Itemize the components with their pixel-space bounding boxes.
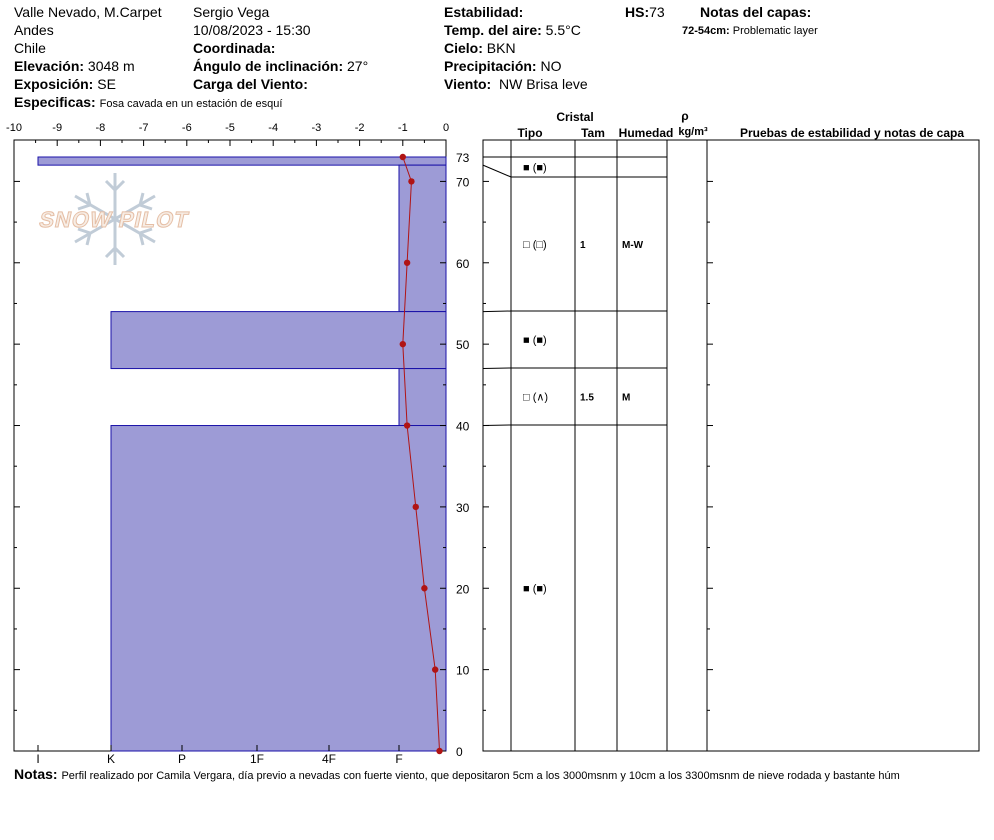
crystal-header: Cristal	[556, 110, 594, 124]
temp-tick-label: -5	[225, 122, 235, 134]
hardness-tick-label: 1F	[249, 752, 265, 766]
country: Chile	[14, 40, 46, 56]
layer-connector	[483, 165, 511, 177]
hs-label: HS:	[625, 4, 650, 20]
temp-tick-label: -9	[52, 122, 63, 134]
wind-load-label: Carga del Viento:	[193, 76, 308, 92]
layer-crystal-type: ■ (■)	[523, 162, 547, 174]
air-temp-value: 5.5°C	[545, 22, 581, 38]
table-frame	[483, 140, 979, 751]
notes-label: Notas:	[14, 766, 58, 782]
aspect-value: SE	[97, 76, 116, 92]
layer-connector	[483, 311, 511, 312]
notes-text: Perfil realizado por Camila Vergara, día previo a nevadas con fuerte viento, que depositaron 5cm a los 3000msnm y 10cm a los 3300msnm de nieve rodada y bastante húm	[61, 770, 900, 782]
layer-moisture: M-W	[622, 240, 644, 251]
layer-crystal-type: □ (□)	[523, 239, 547, 251]
tests-header: Pruebas de estabilidad y notas de capa	[739, 126, 965, 140]
height-tick-label: 20	[456, 582, 470, 597]
temperature-point	[421, 585, 427, 591]
aspect-label: Exposición:	[14, 76, 94, 92]
snowpilot-logo	[37, 173, 192, 265]
temp-tick-label: -1	[397, 122, 408, 134]
layer-crystal-type: □ (∧)	[523, 391, 549, 404]
layer-moisture: M	[622, 392, 631, 404]
logo-text: SNOW PILOT	[37, 207, 192, 232]
height-tick-label: 50	[456, 338, 470, 353]
notes	[14, 766, 900, 784]
height-tick-label: 10	[456, 663, 470, 678]
height-tick-label: 30	[456, 500, 470, 515]
layer-note-range: 72-54cm:	[682, 25, 730, 37]
layer-crystal-type: ■ (■)	[523, 334, 547, 347]
temp-tick-label: -3	[311, 122, 322, 134]
height-tick-label: 40	[456, 419, 470, 434]
layer-connector	[483, 368, 511, 369]
temperature-point	[413, 504, 419, 510]
temperature-point	[408, 178, 414, 184]
density-unit-header: kg/m³	[678, 126, 708, 138]
slope-label: Ángulo de inclinación:	[193, 58, 344, 74]
precip-value: NO	[540, 58, 562, 74]
temp-tick-label: -7	[138, 122, 149, 134]
layer-notes-label: Notas del capas:	[700, 4, 812, 20]
layer-crystal-size: 1	[580, 240, 586, 251]
moisture-header: Humedad	[618, 126, 674, 140]
temperature-point	[400, 154, 406, 160]
temperature-point	[404, 422, 410, 428]
hardness-tick-label: K	[106, 752, 116, 766]
temperature-point	[432, 666, 438, 672]
hardness-bar	[111, 426, 446, 751]
type-header: Tipo	[517, 126, 543, 140]
layer-connector	[483, 425, 511, 426]
precip-label: Precipitación:	[444, 58, 537, 74]
height-tick-label: 73	[456, 151, 470, 165]
elevation-value: 3048 m	[87, 58, 135, 74]
size-header: Tam	[581, 126, 605, 140]
temp-tick-label: -10	[6, 122, 22, 134]
specifics-value: Fosa cavada en un estación de esquí	[99, 98, 283, 110]
temp-tick-label: -6	[181, 122, 192, 134]
hardness-tick-label: F	[395, 752, 403, 766]
specifics-label: Especificas:	[14, 94, 96, 110]
stability-label: Estabilidad:	[444, 4, 524, 20]
sky-label: Cielo:	[444, 40, 483, 56]
location: Valle Nevado, M.Carpet	[14, 4, 162, 20]
layer-crystal-type: ■ (■)	[523, 583, 547, 595]
temperature-point	[404, 260, 410, 266]
temp-tick-label: -2	[354, 122, 365, 134]
hardness-tick-label: P	[177, 752, 187, 766]
temperature-point	[400, 341, 406, 347]
datetime: 10/08/2023 - 15:30	[193, 22, 311, 38]
temp-tick-label: 0	[442, 122, 450, 134]
temperature-point	[436, 748, 442, 754]
height-tick-label: 60	[456, 256, 470, 271]
hardness-bar	[38, 157, 446, 165]
hardness-bar	[111, 312, 446, 369]
temp-tick-label: -8	[95, 122, 106, 134]
layer-note-text: Problematic layer	[732, 25, 818, 37]
sky-value: BKN	[486, 40, 516, 56]
coord-label: Coordinada:	[193, 40, 276, 56]
temp-tick-label: -4	[268, 122, 279, 134]
layer-crystal-size: 1.5	[580, 392, 594, 404]
height-tick-label: 0	[456, 745, 463, 759]
observer: Sergio Vega	[193, 4, 270, 20]
hs-value: 73	[649, 4, 665, 20]
air-temp-label: Temp. del aire:	[444, 22, 542, 38]
height-tick-label: 70	[456, 175, 470, 190]
hardness-tick-label: I	[36, 752, 40, 766]
wind-label: Viento:	[444, 76, 492, 92]
layer-table	[483, 109, 979, 751]
mountain-range: Andes	[14, 22, 54, 38]
wind-value: NW Brisa leve	[498, 76, 588, 92]
rho-header: ρ	[681, 109, 689, 123]
hardness-tick-label: 4F	[321, 752, 337, 766]
elevation-label: Elevación:	[14, 58, 85, 74]
slope-value: 27°	[347, 58, 369, 74]
